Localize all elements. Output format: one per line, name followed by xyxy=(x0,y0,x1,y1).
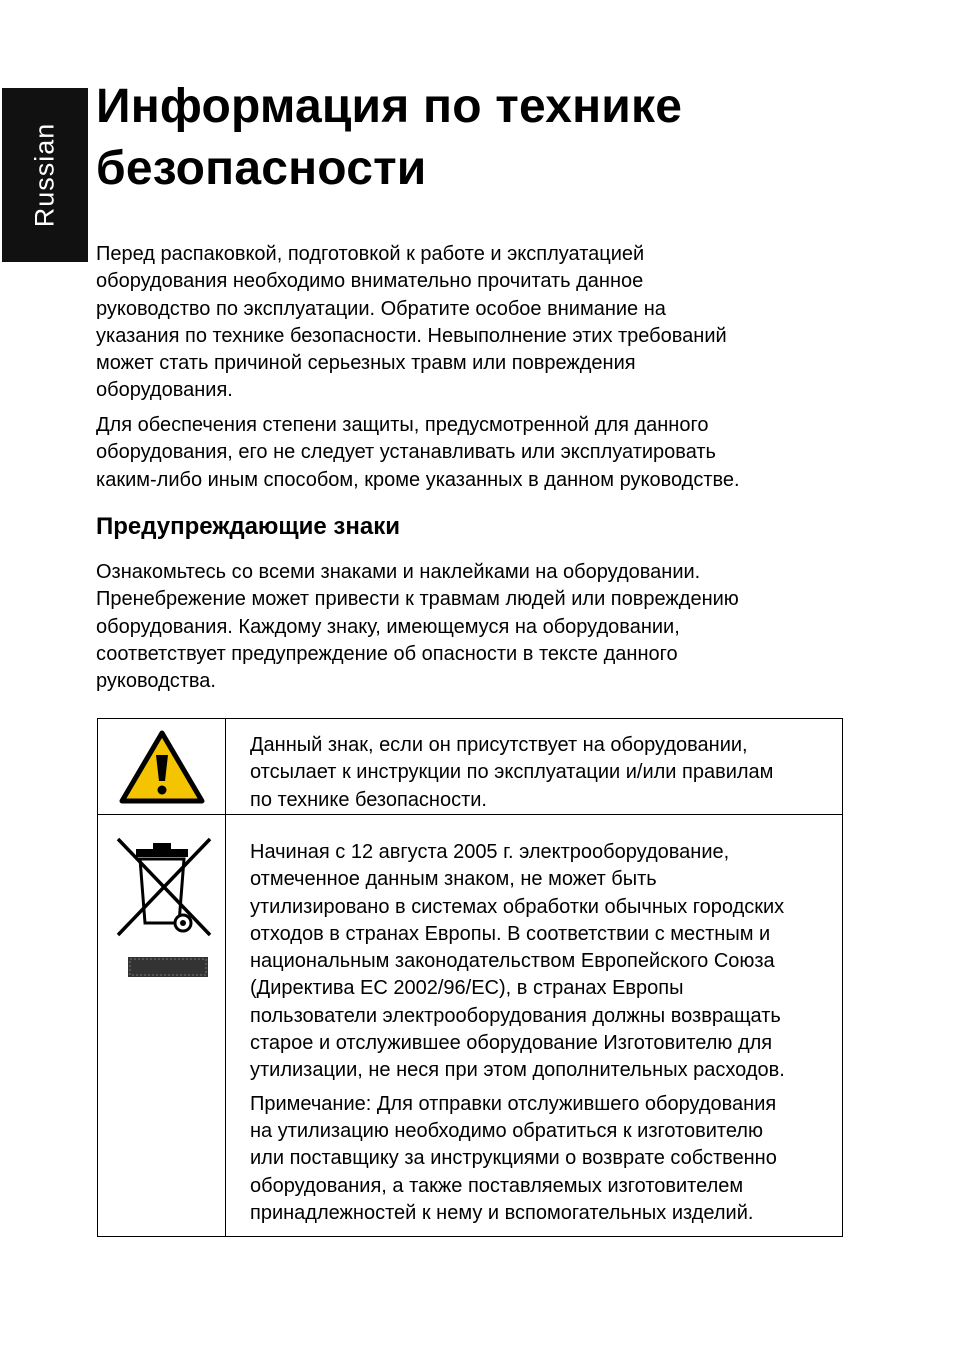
signs-table xyxy=(97,718,843,1237)
text-line: (Директива ЕС 2002/96/ЕС), в странах Европы xyxy=(250,977,684,1000)
text-line: или поставщику за инструкциями о возврате собственно xyxy=(250,1147,777,1170)
text-line: может стать причиной серьезных травм или повреждения xyxy=(96,352,636,375)
text-line: национальным законодательством Европейского Союза xyxy=(250,950,775,973)
text-line: оборудования. xyxy=(96,379,233,402)
text-line: руководства. xyxy=(96,670,216,693)
table-row xyxy=(98,815,843,1237)
warning-signs-paragraph xyxy=(96,559,739,695)
icon-cell xyxy=(98,719,226,815)
text-line: Примечание: Для отправки отслужившего оборудования xyxy=(250,1092,777,1115)
text-line: пользователи электрооборудования должны возвращать xyxy=(250,1004,781,1027)
weee-description xyxy=(250,839,842,1085)
text-line: соответствует предупреждение об опасности в тексте данного xyxy=(96,642,678,665)
text-line: Начиная с 12 августа 2005 г. электрооборудование, xyxy=(250,841,730,863)
text-line: утилизации, не неся при этом дополнительных расходов. xyxy=(250,1059,785,1082)
text-line: оборудования необходимо внимательно прочитать данное xyxy=(96,270,644,293)
text-line: отходов в странах Европы. В соответствии с местным и xyxy=(250,922,771,945)
icon-cell xyxy=(98,815,226,1237)
sign-description-cell xyxy=(226,719,843,815)
language-tab xyxy=(2,88,88,262)
language-tab-label: Russian xyxy=(29,122,60,228)
warning-signs-heading: Предупреждающие знаки xyxy=(96,513,400,540)
text-line: утилизировано в системах обработки обычных городских xyxy=(250,895,785,918)
text-line: Пренебрежение может привести к травмам людей или повреждению xyxy=(96,588,739,611)
warning-triangle-icon xyxy=(98,719,224,813)
text-line: отсылает к инструкции по эксплуатации и/или правилам xyxy=(250,761,774,784)
intro-paragraph xyxy=(96,241,727,405)
title-line: безопасности xyxy=(96,142,427,195)
protection-paragraph xyxy=(96,412,740,494)
text-line: на утилизацию необходимо обратиться к изготовителю xyxy=(250,1119,763,1142)
crossed-out-wheelie-bin-icon xyxy=(98,815,224,995)
page-title xyxy=(96,76,682,200)
sign-description xyxy=(250,732,842,814)
text-line: оборудования, а также поставляемых изготовителем xyxy=(250,1174,744,1197)
title-line: Информация по технике xyxy=(96,80,683,133)
text-line: Ознакомьтесь со всеми знаками и наклейками на оборудовании. xyxy=(96,561,701,583)
table-row xyxy=(98,719,843,815)
text-line: каким-либо иным способом, кроме указанных в данном руководстве. xyxy=(96,468,740,491)
text-line: по технике безопасности. xyxy=(250,788,487,811)
text-line: оборудования. Каждому знаку, имеющемуся на оборудовании, xyxy=(96,615,680,638)
text-line: оборудования, его не следует устанавливать или эксплуатировать xyxy=(96,441,716,464)
text-line: руководство по эксплуатации. Обратите особое внимание на xyxy=(96,297,666,320)
weee-note xyxy=(250,1091,842,1227)
text-line: принадлежностей к нему и вспомогательных изделий. xyxy=(250,1201,754,1224)
text-line: Для обеспечения степени защиты, предусмотренной для данного xyxy=(96,414,709,436)
sign-description-cell xyxy=(226,815,843,1237)
text-line: указания по технике безопасности. Невыполнение этих требований xyxy=(96,324,727,347)
text-line: отмеченное данным знаком, не может быть xyxy=(250,868,657,891)
text-line: Перед распаковкой, подготовкой к работе и эксплуатацией xyxy=(96,243,645,265)
text-line: Данный знак, если он присутствует на оборудовании, xyxy=(250,734,748,756)
text-line: старое и отслужившее оборудование Изготовителю для xyxy=(250,1032,773,1055)
